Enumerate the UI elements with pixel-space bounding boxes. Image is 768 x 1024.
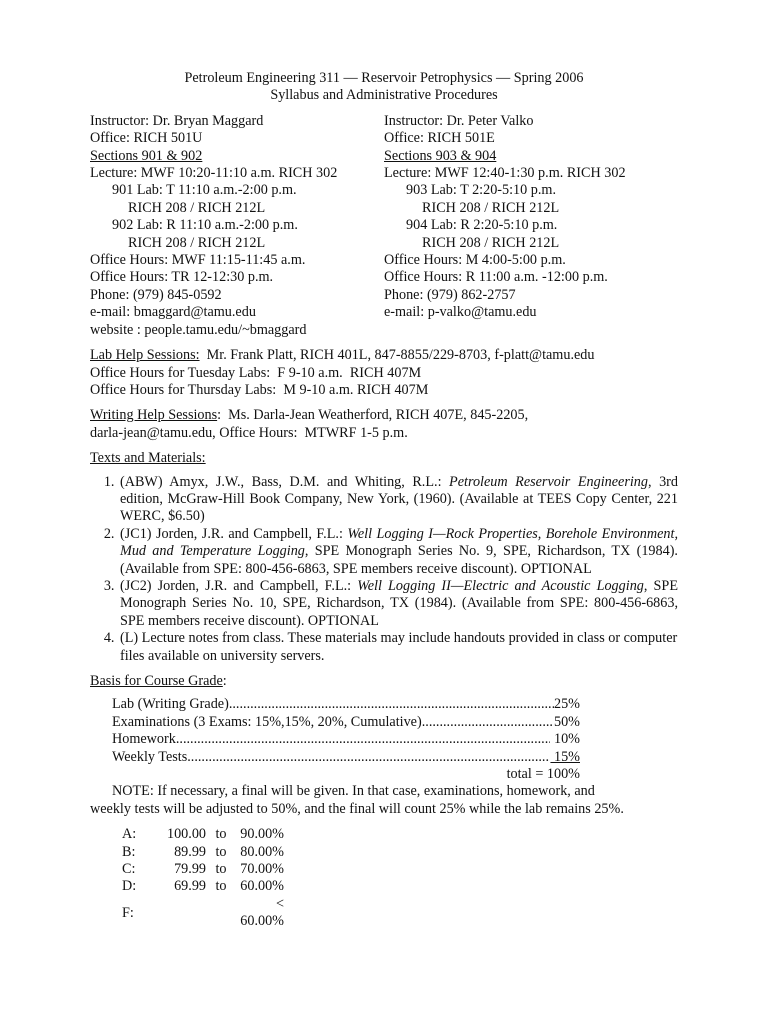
instructor-maggard bbox=[90, 113, 384, 339]
grade-component-weight: 50% bbox=[553, 713, 580, 730]
lab-help-heading: Lab Help Sessions: bbox=[90, 347, 200, 364]
grade-component-label: Examinations (3 Exams: 15%,15%, 20%, Cumulative) bbox=[112, 713, 422, 730]
lab-time: 901 Lab: T 11:10 a.m.-2:00 p.m. bbox=[112, 182, 297, 199]
text-item-authors: (L) Lecture notes from class. These materials may include handouts provided in class or computer files available on university servers. bbox=[120, 630, 678, 664]
website: website : people.tamu.edu/~bmaggard bbox=[90, 321, 307, 338]
writing-help-text2: darla-jean@tamu.edu, Office Hours: MTWRF 1-5 p.m. bbox=[90, 424, 408, 441]
grading-section bbox=[90, 673, 678, 818]
range-to: to bbox=[215, 878, 227, 895]
phone: Phone: (979) 845-0592 bbox=[90, 286, 222, 303]
instructor-columns bbox=[90, 113, 678, 339]
grade-total: total = 100% bbox=[506, 766, 580, 783]
writing-help-section bbox=[90, 407, 678, 442]
grade-component-label: Lab (Writing Grade) bbox=[112, 696, 229, 713]
grade-component bbox=[90, 731, 580, 748]
table-row bbox=[122, 878, 284, 895]
instructor-valko bbox=[384, 113, 678, 339]
instructor-name: Instructor: Dr. Peter Valko bbox=[384, 112, 534, 129]
instructor-sections: Sections 901 & 902 bbox=[90, 147, 203, 164]
texts-heading: Texts and Materials: bbox=[90, 450, 206, 467]
range-low: < 60.00% bbox=[240, 895, 284, 930]
office-hours: Office Hours: MWF 11:15-11:45 a.m. bbox=[90, 252, 306, 269]
range-high bbox=[148, 896, 206, 931]
grading-lines bbox=[90, 696, 678, 783]
range-high: 89.99 bbox=[174, 843, 206, 860]
table-row bbox=[122, 826, 284, 843]
office-hours: Office Hours: R 11:00 a.m. -12:00 p.m. bbox=[384, 269, 608, 286]
text-item-details: , SPE Monograph Series No. 10, SPE, Richardson, TX (1984). (Available from SPE: 800-456-6863, SPE members receive discount). OPTIONAL bbox=[120, 577, 678, 629]
text-item bbox=[118, 630, 678, 665]
range-low: 80.00% bbox=[240, 843, 284, 860]
lab-help-tuesday: Office Hours for Tuesday Labs: F 9-10 a.m. RICH 407M bbox=[90, 364, 422, 381]
lab-time: 903 Lab: T 2:20-5:10 p.m. bbox=[406, 182, 557, 199]
range-high: 100.00 bbox=[166, 826, 206, 843]
grade-component bbox=[90, 714, 580, 731]
text-item-title: Well Logging I—Rock Properties, Borehole Environment, Mud and Temperature Logging bbox=[120, 525, 678, 560]
document-title: Petroleum Engineering 311 — Reservoir Petrophysics — Spring 2006 bbox=[184, 70, 584, 86]
phone: Phone: (979) 862-2757 bbox=[384, 286, 516, 303]
grade-component bbox=[90, 696, 580, 713]
range-high: 79.99 bbox=[174, 861, 206, 878]
grade-scale-table bbox=[122, 826, 284, 930]
lab-help-text: Mr. Frank Platt, RICH 401L, 847-8855/229-8703, f-platt@tamu.edu bbox=[199, 347, 595, 364]
grading-heading-colon: : bbox=[222, 673, 227, 689]
lab-room: RICH 208 / RICH 212L bbox=[422, 234, 560, 251]
range-to: to bbox=[215, 826, 227, 843]
dot-leader bbox=[422, 714, 554, 731]
lab-help-thursday: Office Hours for Thursday Labs: M 9-10 a.m. RICH 407M bbox=[90, 381, 429, 398]
text-item-details: , SPE Monograph Series No. 9, SPE, Richardson, TX (1984). (Available from SPE: 800-456-6863, SPE members receive discount). OPTIONAL bbox=[120, 543, 678, 577]
table-row bbox=[122, 861, 284, 878]
dot-leader bbox=[187, 749, 550, 766]
letter-grade: D: bbox=[122, 878, 137, 895]
email: e-mail: p-valko@tamu.edu bbox=[384, 304, 537, 321]
text-item bbox=[118, 474, 678, 526]
lab-room: RICH 208 / RICH 212L bbox=[128, 234, 266, 251]
grading-note-cont: weekly tests will be adjusted to 50%, and the final will count 25% while the lab remains 25%. bbox=[90, 800, 624, 817]
lab-help-line bbox=[90, 347, 678, 364]
grading-heading-line bbox=[90, 673, 678, 690]
office-hours: Office Hours: TR 12-12:30 p.m. bbox=[90, 269, 274, 286]
range-to: to bbox=[215, 843, 227, 860]
lab-help-section bbox=[90, 347, 678, 399]
table-row bbox=[122, 896, 284, 931]
grading-note: NOTE: If necessary, a final will be given. In that case, examinations, homework, and bbox=[112, 783, 595, 800]
grade-component-weight: 15% bbox=[550, 748, 580, 765]
grading-heading: Basis for Course Grade bbox=[90, 673, 223, 689]
grade-component bbox=[90, 749, 580, 766]
text-item-title: Petroleum Reservoir Engineering bbox=[449, 473, 648, 490]
letter-grade: A: bbox=[122, 826, 137, 843]
grade-component-weight: 10% bbox=[550, 731, 580, 748]
email: e-mail: bmaggard@tamu.edu bbox=[90, 304, 256, 321]
office-hours: Office Hours: M 4:00-5:00 p.m. bbox=[384, 252, 566, 269]
instructor-office: Office: RICH 501U bbox=[90, 130, 203, 147]
texts-section bbox=[90, 450, 678, 665]
range-low: 70.00% bbox=[240, 861, 284, 878]
grade-component-weight: 25% bbox=[553, 696, 580, 713]
range-to: to bbox=[215, 861, 227, 878]
lab-room: RICH 208 / RICH 212L bbox=[422, 199, 560, 216]
text-item bbox=[118, 526, 678, 578]
dot-leader bbox=[176, 731, 551, 748]
instructor-office: Office: RICH 501E bbox=[384, 130, 495, 147]
letter-grade: C: bbox=[122, 861, 136, 878]
texts-list bbox=[90, 474, 678, 665]
text-item bbox=[118, 578, 678, 630]
writing-help-heading: Writing Help Sessions bbox=[90, 407, 218, 424]
instructor-name: Instructor: Dr. Bryan Maggard bbox=[90, 112, 264, 129]
range-low: 90.00% bbox=[240, 826, 284, 843]
lecture-time: Lecture: MWF 10:20-11:10 a.m. RICH 302 bbox=[90, 165, 338, 182]
letter-grade: F: bbox=[122, 904, 134, 921]
text-item-details: , 3rd edition, McGraw-Hill Book Company, New York, (1960). (Available at TEES Copy Center, 221 WERC, $6.50) bbox=[120, 473, 678, 525]
instructor-sections: Sections 903 & 904 bbox=[384, 147, 497, 164]
grade-component-label: Homework bbox=[112, 731, 176, 748]
lecture-time: Lecture: MWF 12:40-1:30 p.m. RICH 302 bbox=[384, 165, 626, 182]
text-item-authors: (JC2) Jorden, J.R. and Campbell, F.L.: bbox=[120, 577, 358, 594]
syllabus-page bbox=[90, 70, 678, 931]
lab-time: 904 Lab: R 2:20-5:10 p.m. bbox=[406, 217, 558, 234]
range-low: 60.00% bbox=[240, 878, 284, 895]
lab-time: 902 Lab: R 11:10 a.m.-2:00 p.m. bbox=[112, 217, 298, 234]
text-item-authors: (JC1) Jorden, J.R. and Campbell, F.L.: bbox=[120, 525, 348, 542]
document-subtitle: Syllabus and Administrative Procedures bbox=[270, 87, 498, 104]
range-high: 69.99 bbox=[174, 878, 206, 895]
lab-room: RICH 208 / RICH 212L bbox=[128, 199, 266, 216]
text-item-authors: (ABW) Amyx, J.W., Bass, D.M. and Whiting, R.L.: bbox=[120, 473, 450, 490]
dot-leader bbox=[229, 696, 554, 713]
range-to bbox=[206, 896, 236, 931]
letter-grade: B: bbox=[122, 843, 136, 860]
text-item-title: Well Logging II—Electric and Acoustic Logging bbox=[357, 577, 644, 594]
writing-help-text: : Ms. Darla-Jean Weatherford, RICH 407E, 845-2205, bbox=[217, 407, 529, 424]
grade-component-label: Weekly Tests bbox=[112, 748, 188, 765]
writing-help-line bbox=[90, 407, 678, 424]
table-row bbox=[122, 844, 284, 861]
